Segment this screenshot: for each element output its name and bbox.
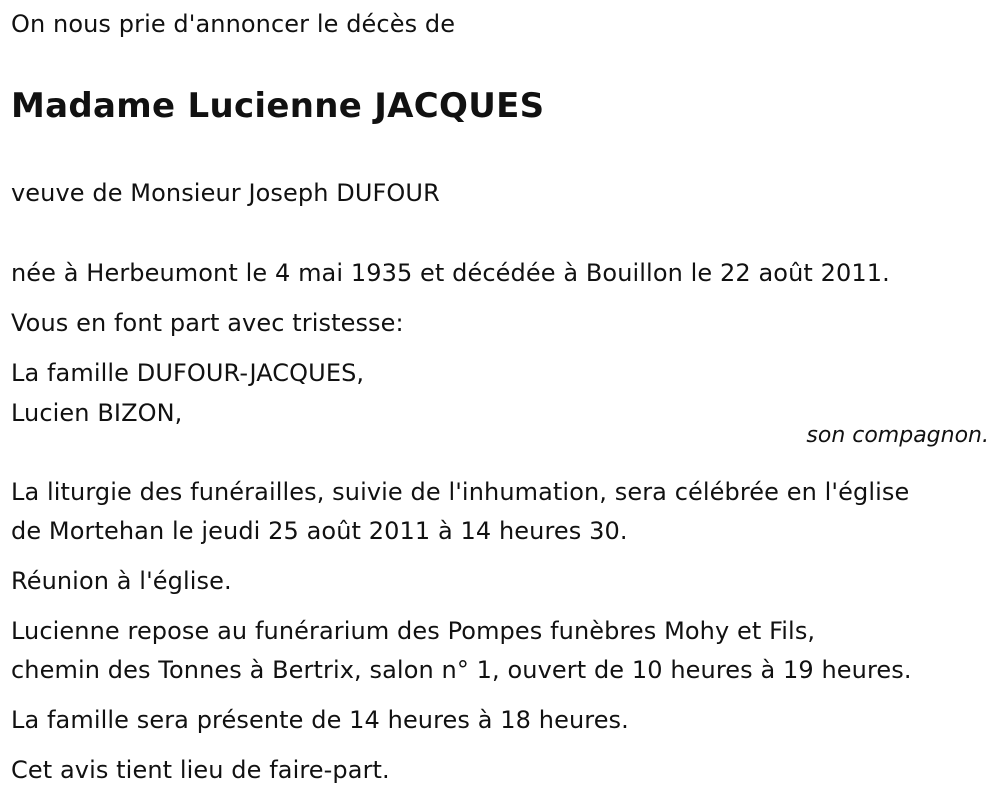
- companion-note: son compagnon.: [806, 423, 989, 448]
- liturgy-line-1: La liturgie des funérailles, suivie de l'inhumation, sera célébrée en l'église: [11, 478, 910, 506]
- closing-line: Cet avis tient lieu de faire-part.: [11, 756, 390, 784]
- deceased-name: Madame Lucienne JACQUES: [11, 86, 545, 126]
- liturgy-line-2: de Mortehan le jeudi 25 août 2011 à 14 heures 30.: [11, 517, 628, 545]
- family-present-line: La famille sera présente de 14 heures à 18 heures.: [11, 706, 629, 734]
- widow-line: veuve de Monsieur Joseph DUFOUR: [11, 179, 440, 207]
- repose-line-1: Lucienne repose au funérarium des Pompes funèbres Mohy et Fils,: [11, 617, 816, 645]
- intro-text: On nous prie d'annoncer le décès de: [11, 10, 456, 38]
- birth-death-line: née à Herbeumont le 4 mai 1935 et décédée à Bouillon le 22 août 2011.: [11, 259, 890, 287]
- family-line-2: Lucien BIZON,: [11, 399, 183, 427]
- announcement-line: Vous en font part avec tristesse:: [11, 309, 404, 337]
- family-line-1: La famille DUFOUR-JACQUES,: [11, 359, 365, 387]
- repose-line-2: chemin des Tonnes à Bertrix, salon n° 1, ouvert de 10 heures à 19 heures.: [11, 656, 912, 684]
- meeting-line: Réunion à l'église.: [11, 567, 232, 595]
